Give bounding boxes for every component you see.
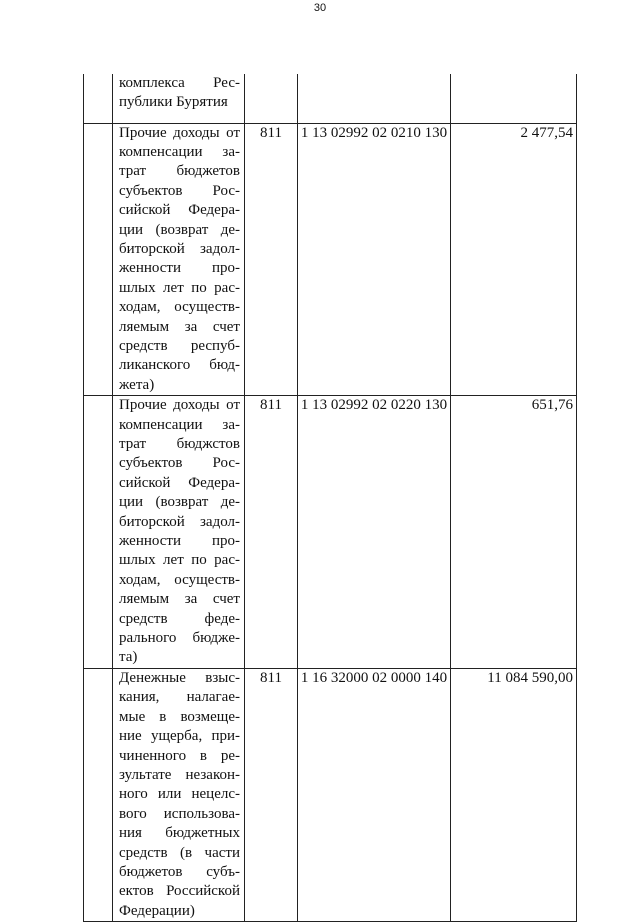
admin-code-cell: 811	[245, 668, 298, 921]
description-text	[119, 124, 240, 396]
description-line: компенсации за-	[119, 143, 240, 160]
description-line: комплекса Рес-	[119, 75, 240, 91]
index-cell	[84, 74, 113, 123]
description-line: биторской задол-	[119, 240, 240, 257]
income-table	[83, 74, 577, 922]
description-line: субъектов Рос-	[119, 455, 240, 472]
description-line: та)	[119, 649, 138, 666]
description-line: ходам, осуществ-	[119, 571, 240, 588]
budget-code-cell: 1 16 32000 02 0000 140	[298, 668, 451, 921]
description-line: кания, налагае-	[119, 689, 240, 706]
table-row	[84, 668, 577, 921]
description-cell	[113, 668, 245, 921]
description-line: Федерации)	[119, 902, 195, 919]
description-line: бюджетов субъ-	[119, 863, 240, 880]
description-line: Прочие доходы от	[119, 124, 240, 141]
description-line: ходам, осуществ-	[119, 299, 240, 316]
description-line: ния бюджетных	[119, 825, 240, 842]
amount-cell: 11 084 590,00	[451, 668, 577, 921]
amount-cell	[451, 74, 577, 123]
description-line: шлых лет по рас-	[119, 552, 240, 569]
description-line: ние ущерба, при-	[119, 728, 240, 745]
budget-code-cell: 1 13 02992 02 0210 130	[298, 123, 451, 396]
index-cell	[84, 668, 113, 921]
description-line: женности про-	[119, 260, 240, 277]
description-line: Прочие доходы от	[119, 397, 240, 414]
admin-code-cell	[245, 74, 298, 123]
table-row	[84, 396, 577, 669]
description-line: шлых лет по рас-	[119, 279, 240, 296]
description-line: ции (возврат де-	[119, 494, 240, 511]
admin-code-cell: 811	[245, 123, 298, 396]
description-line: ектов Российской	[119, 883, 240, 900]
description-line: биторской задол-	[119, 513, 240, 530]
description-line: средств респуб-	[119, 337, 240, 354]
description-line: публики Бурятия	[119, 94, 228, 111]
description-line: сийской Федера-	[119, 474, 240, 491]
description-line: трат бюджстов	[119, 436, 240, 452]
description-line: средств (в части	[119, 844, 240, 861]
description-cell	[113, 123, 245, 396]
description-cell	[113, 74, 245, 123]
index-cell	[84, 396, 113, 669]
description-line: субъектов Рос-	[119, 182, 240, 199]
description-line: ции (возврат де-	[119, 221, 240, 238]
description-line: компенсации за-	[119, 416, 240, 433]
description-line: Денежные взыс-	[119, 669, 240, 686]
description-line: рального бюдже-	[119, 630, 240, 647]
table-row	[84, 123, 577, 396]
description-line: трат бюджетов	[119, 163, 240, 180]
description-line: женности про-	[119, 533, 240, 550]
description-line: сийской Федера-	[119, 202, 240, 219]
page-number: 30	[313, 2, 327, 14]
description-line: мые в возмеще-	[119, 708, 240, 725]
description-line: ляемым за счет	[119, 591, 240, 608]
amount-cell: 651,76	[451, 396, 577, 669]
description-line: ного или нецелс-	[119, 786, 240, 803]
index-cell	[84, 123, 113, 396]
description-line: ликанского бюд-	[119, 357, 240, 374]
budget-code-cell	[298, 74, 451, 123]
description-text	[119, 396, 240, 668]
description-line: жета)	[119, 376, 155, 393]
description-line: средств феде-	[119, 610, 240, 627]
description-text	[119, 74, 240, 113]
description-line: чиненного в ре-	[119, 747, 240, 764]
description-text	[119, 669, 240, 921]
description-line: ляемым за счет	[119, 318, 240, 335]
budget-code-cell: 1 13 02992 02 0220 130	[298, 396, 451, 669]
description-line: вого использова-	[119, 805, 240, 822]
amount-cell: 2 477,54	[451, 123, 577, 396]
description-cell	[113, 396, 245, 669]
admin-code-cell: 811	[245, 396, 298, 669]
description-line: зультате незакон-	[119, 766, 240, 783]
table-row	[84, 74, 577, 123]
